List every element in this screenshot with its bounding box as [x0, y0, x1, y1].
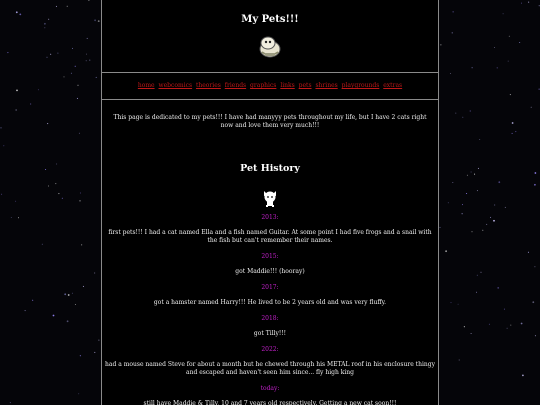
nav-link-links[interactable]: links: [280, 82, 295, 89]
star: [75, 304, 76, 305]
star: [78, 85, 79, 86]
star: [72, 293, 73, 294]
nav-link-playgrounds[interactable]: playgrounds: [341, 82, 380, 89]
mascot-icon: [256, 34, 284, 60]
star: [482, 230, 483, 231]
star: [98, 20, 100, 22]
star: [50, 54, 51, 55]
star: [509, 36, 510, 37]
star: [38, 89, 39, 90]
history-year: 2013:: [261, 214, 279, 221]
nav-link-webcomics[interactable]: webcomics: [158, 82, 193, 89]
star: [71, 73, 72, 74]
cat-icon: [260, 188, 280, 208]
star: [68, 294, 70, 296]
star: [45, 169, 46, 170]
star: [16, 90, 18, 92]
star: [448, 202, 449, 203]
history-entry-text: had a mouse named Steve for about a month but he chewed through his METAL roof in his enclosure thingy and escaped and haven't seen him since... fly high king: [105, 361, 435, 376]
star: [80, 193, 81, 194]
star: [508, 61, 509, 62]
star: [471, 172, 472, 173]
star: [510, 325, 511, 326]
header: [102, 0, 438, 73]
star: [470, 111, 471, 112]
star: [512, 133, 513, 134]
star: [47, 57, 48, 58]
star: [474, 174, 475, 175]
star: [11, 217, 12, 218]
history-year: today:: [260, 385, 280, 392]
star: [471, 333, 472, 334]
star: [462, 213, 463, 214]
history-year: 2017:: [261, 284, 279, 291]
star: [534, 266, 535, 267]
star: [528, 2, 529, 3]
star: [55, 183, 56, 184]
star: [58, 193, 59, 194]
star: [72, 48, 73, 49]
star: [481, 272, 482, 273]
star: [528, 252, 529, 253]
star: [56, 164, 57, 165]
history-entry-text: got Tilly!!!: [253, 330, 287, 337]
star: [98, 340, 99, 341]
star: [455, 113, 456, 114]
star: [16, 11, 18, 13]
history-entry-text: still have Maddie & Tilly, 10 and 7 years old respectively. Getting a new cat soon!!!: [143, 400, 397, 405]
star: [62, 198, 63, 199]
star: [462, 204, 463, 205]
star: [534, 184, 536, 186]
star: [25, 310, 26, 311]
intro-text: This page is dedicated to my pets!!! I have had manyyy pets throughout my life, but I have 2 cats right now and love them very much!!!: [113, 114, 427, 129]
star: [94, 352, 95, 353]
star: [89, 60, 90, 61]
history-entry-text: got Maddie!!! (hooray): [235, 268, 305, 275]
star: [539, 89, 540, 90]
star: [15, 201, 16, 202]
page-title: My Pets!!!: [241, 14, 299, 25]
star: [47, 123, 48, 124]
star: [1, 194, 2, 195]
main-column: [101, 0, 439, 405]
star: [503, 13, 504, 14]
star: [44, 23, 46, 25]
star: [477, 190, 478, 191]
star: [87, 38, 88, 39]
star: [32, 300, 33, 301]
star: [48, 186, 49, 187]
star: [440, 44, 441, 45]
star: [64, 76, 65, 77]
star: [30, 104, 31, 105]
star: [522, 375, 524, 377]
star: [53, 315, 55, 317]
star: [521, 323, 523, 325]
star: [507, 328, 508, 329]
star: [459, 360, 460, 361]
star: [10, 402, 11, 403]
star: [478, 168, 479, 169]
star: [452, 32, 453, 33]
star: [440, 227, 441, 228]
history-entry-text: first pets!!! I had a cat named Ella and a fish named Guitar. At some point I had five frogs and a snail with the fish but can't remember their names.: [108, 229, 432, 244]
star: [450, 73, 451, 74]
star: [67, 320, 69, 322]
star: [494, 205, 495, 206]
star: [494, 47, 495, 48]
star: [532, 301, 534, 303]
star: [458, 304, 459, 305]
star: [86, 60, 87, 61]
star: [477, 275, 478, 276]
star: [451, 302, 452, 303]
star: [535, 172, 537, 174]
star: [452, 182, 453, 183]
star: [88, 0, 89, 1]
star: [48, 19, 49, 20]
star: [512, 122, 514, 124]
star: [466, 193, 467, 194]
nav-link-home[interactable]: home: [137, 82, 155, 89]
star: [16, 110, 17, 111]
star: [497, 287, 499, 289]
star: [80, 355, 81, 356]
star: [497, 67, 498, 68]
star: [462, 117, 463, 118]
star: [472, 67, 473, 68]
star: [7, 52, 8, 53]
nav-link-friends[interactable]: friends: [224, 82, 247, 89]
star: [18, 217, 19, 218]
star: [535, 335, 536, 336]
star: [479, 139, 480, 140]
star: [498, 181, 500, 183]
pet-history-heading: Pet History: [240, 163, 300, 174]
history-year: 2018:: [261, 315, 279, 322]
star: [57, 53, 58, 54]
star: [464, 326, 465, 327]
star: [519, 42, 520, 43]
star: [445, 250, 447, 252]
star: [490, 217, 491, 218]
star: [476, 292, 477, 293]
star: [94, 273, 95, 274]
nav-link-theories[interactable]: theories: [195, 82, 221, 89]
star: [493, 220, 495, 222]
star: [3, 145, 4, 146]
star: [75, 66, 76, 67]
star: [453, 11, 454, 12]
star: [19, 14, 21, 16]
star: [67, 6, 68, 7]
star: [96, 77, 97, 78]
star: [80, 200, 81, 201]
star: [472, 231, 473, 232]
star: [83, 286, 84, 287]
history-year: 2015:: [261, 253, 279, 260]
nav-link-pets[interactable]: pets: [298, 82, 312, 89]
star: [531, 107, 532, 108]
nav-link-graphics[interactable]: graphics: [250, 82, 277, 89]
star: [504, 309, 505, 310]
navigation-bar: [102, 73, 438, 100]
star: [81, 244, 82, 245]
star: [1, 127, 2, 128]
star: [64, 293, 66, 295]
star: [505, 207, 506, 208]
star: [489, 324, 490, 325]
star: [467, 175, 468, 176]
history-year: 2022:: [261, 346, 279, 353]
star: [77, 98, 78, 99]
star: [42, 244, 43, 245]
star: [44, 27, 45, 28]
history-list: [102, 214, 438, 405]
star: [515, 131, 516, 132]
star: [510, 94, 511, 95]
star: [56, 6, 57, 7]
star: [94, 19, 96, 21]
star: [78, 393, 79, 394]
star: [79, 133, 80, 134]
star: [486, 224, 487, 225]
star: [521, 3, 522, 4]
history-entry-text: got a hamster named Harry!!! He lived to be 2 years old and was very fluffy.: [153, 299, 387, 306]
nav-link-extras[interactable]: extras: [383, 82, 403, 89]
star: [86, 54, 87, 55]
nav-link-shrines[interactable]: shrines: [315, 82, 338, 89]
